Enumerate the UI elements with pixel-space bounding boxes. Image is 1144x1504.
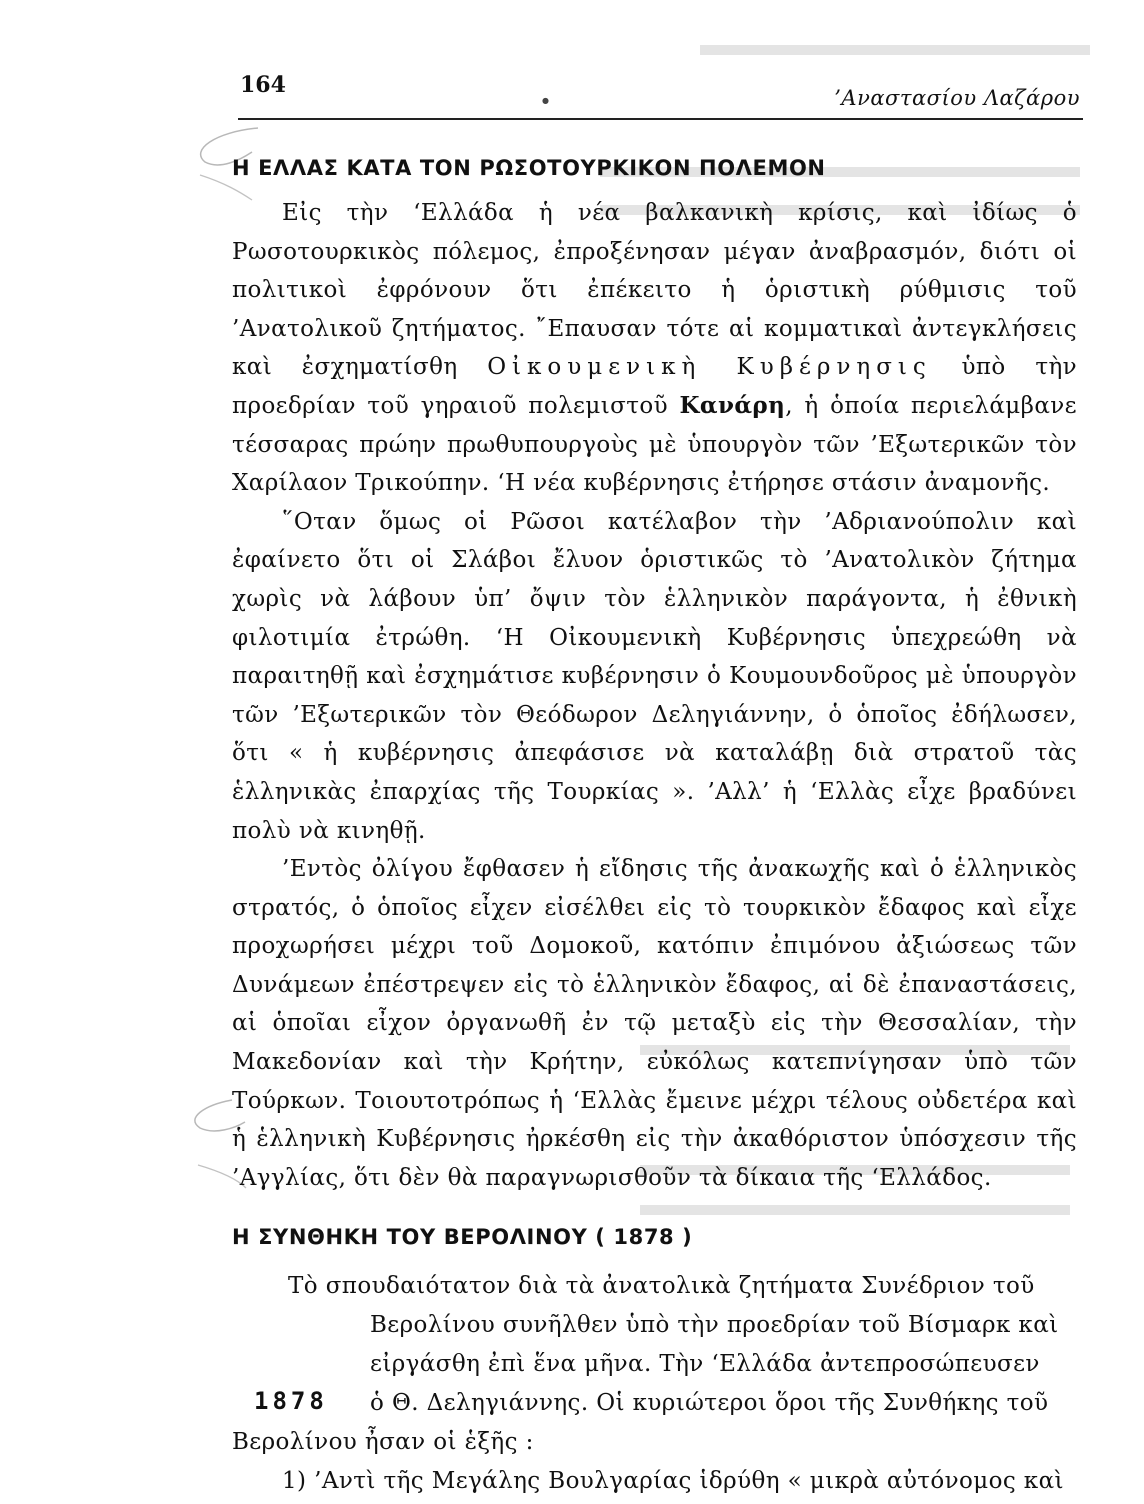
section-heading-treaty: Η ΣΥΝΘΗΚΗ ΤΟΥ ΒΕΡΟΛΙΝΟΥ ( 1878 ) [232, 1225, 693, 1250]
paragraph-3: ’Εντὸς ὀλίγου ἔφθασεν ἡ εἴδησις τῆς ἀνακωχῆς καὶ ὁ ἑλληνικὸς στρατός, ὁ ὁποῖος εἶχεν εἰσέλθει εἰς τὸ τουρκικὸν ἔδαφος καὶ εἶχε προχωρήσει μέχρι τοῦ Δομοκοῦ, κατόπιν ἐπιμόνου ἀξιώσεως τῶν Δυνάμεων ἐπέστρεψεν εἰς τὸ ἑλληνικὸν ἔδαφος, αἱ δὲ ἐπαναστάσεις, αἱ ὁποῖαι εἶχον ὀργανωθῆ ἐν τῷ μεταξὺ εἰς τὴν Θεσσαλίαν, τὴν Μακεδονίαν καὶ τὴν Κρήτην, εὐκόλως κατεπνίγησαν ὑπὸ τῶν Τούρκων. Τοιουτοτρόπως ἡ ‘Ελλὰς ἔμεινε μέχρι τέλους οὐδετέρα καὶ ἡ ἑλληνικὴ Κυβέρνησις ἠρκέσθη εἰς τὴν ἀκαθόριστον ὑπόσχεσιν τῆς ’Αγγλίας, ὅτι δὲν θὰ παραγνωρισθοῦν τὰ δίκαια τῆς ‘Ελλάδος. [232, 856, 1077, 1191]
list-item: 1) ’Αντὶ τῆς Μεγάλης Βουλγαρίας ἱδρύθη « μικρὰ αὐτόνομος καὶ [282, 1468, 1064, 1495]
section-heading-war: Η ΕΛΛΑΣ ΚΑΤΑ ΤΟΝ ΡΩΣΟΤΟΥΡΚΙΚΟΝ ΠΟΛΕΜΟΝ [232, 156, 826, 180]
dot-mark: ● [542, 96, 549, 105]
treaty-body [232, 1267, 1077, 1501]
paragraph-2: ῞Οταν ὅμως οἱ Ρῶσοι κατέλαβον τὴν ’Αδριανούπολιν καὶ ἐφαίνετο ὅτι οἱ Σλάβοι ἔλυον ὁριστικῶς τὸ ’Ανατολικὸν ζήτημα χωρὶς νὰ λάβουν ὑπ’ ὄψιν τὸν ἑλληνικὸν παράγοντα, ἡ ἐθνικὴ φιλοτιμία ἐτρώθη. ‘Η Οἰκουμενικὴ Κυβέρνησις ὑπεχρεώθη νὰ παραιτηθῇ καὶ ἐσχημάτισε κυβέρνησιν ὁ Κουμουνδοῦρος μὲ ὑπουργὸν τῶν ’Εξωτερικῶν τὸν Θεόδωρον Δεληγιάννην, ὁ ὁποῖος ἐδήλωσεν, ὅτι « ἡ κυβέρνησις ἀπεφάσισε νὰ καταλάβῃ διὰ στρατοῦ τὰς ἑλληνικὰς ἐπαρχίας τῆς Τουρκίας ». ’Αλλ’ ἡ ‘Ελλὰς εἶχε βραδύνει πολὺ νὰ κινηθῇ. [232, 508, 1077, 844]
treaty-line: ὁ Θ. Δεληγιάννης. Οἱ κυριώτεροι ὅροι τῆς Συνθήκης τοῦ [370, 1390, 1049, 1417]
margin-year: 1878 [254, 1387, 328, 1416]
treaty-line: Βερολίνου ἦσαν οἱ ἑξῆς : [232, 1429, 534, 1456]
paragraph-1-text-a: Εἰς τὴν ‘Ελλάδα ἡ νέα βαλκανικὴ κρίσις, καὶ ἰδίως ὁ Ρωσοτουρκικὸς πόλεμος, ἐπροξένησαν μέγαν ἀναβρασμόν, διότι οἱ πολιτικοὶ ἐφρόνουν ὅτι ἐπέκειτο ἡ ὁριστικὴ ρύθμισις τοῦ ’Ανατολικοῦ ζητήματος. ῎Επαυσαν τότε αἱ κομματικαὶ ἀντεγκλήσεις καὶ ἐσχηματίσθη [232, 200, 1077, 381]
page-number: 164 [240, 72, 286, 98]
paragraph-1-bold-name: Κανάρη [679, 391, 786, 419]
paragraph-1-text-b: ὑπὸ τὴν προεδρίαν τοῦ γηραιοῦ πολεμιστοῦ [232, 354, 1078, 419]
treaty-line: Τὸ σπουδαιότατον διὰ τὰ ἀνατολικὰ ζητήματα Συνέδριον τοῦ [288, 1273, 1035, 1300]
paragraph-1-spaced-term: Οἰκουμενικὴ Κυβέρνησις [487, 354, 932, 381]
paragraph-1-text-c: , ἡ ὁποία περιελάμβανε τέσσαρας πρώην πρωθυπουργοὺς μὲ ὑπουργὸν τῶν ’Εξωτερικῶν τὸν Χαρίλαον Τρικούπην. ‘Η νέα κυβέρνησις ἐτήρησε στάσιν ἀναμονῆς. [232, 392, 1077, 497]
page-body [232, 152, 1077, 1501]
treaty-section [232, 1221, 1077, 1501]
header-rule [238, 118, 1083, 120]
paragraph-1 [232, 194, 1077, 503]
treaty-line: εἰργάσθη ἐπὶ ἕνα μῆνα. Τὴν ‘Ελλάδα ἀντεπροσώπευσεν [370, 1351, 1040, 1378]
running-title: ’Αναστασίου Λαζάρου [834, 86, 1080, 110]
treaty-line: Βερολίνου συνῆλθεν ὑπὸ τὴν προεδρίαν τοῦ Βίσμαρκ καὶ [370, 1312, 1059, 1339]
